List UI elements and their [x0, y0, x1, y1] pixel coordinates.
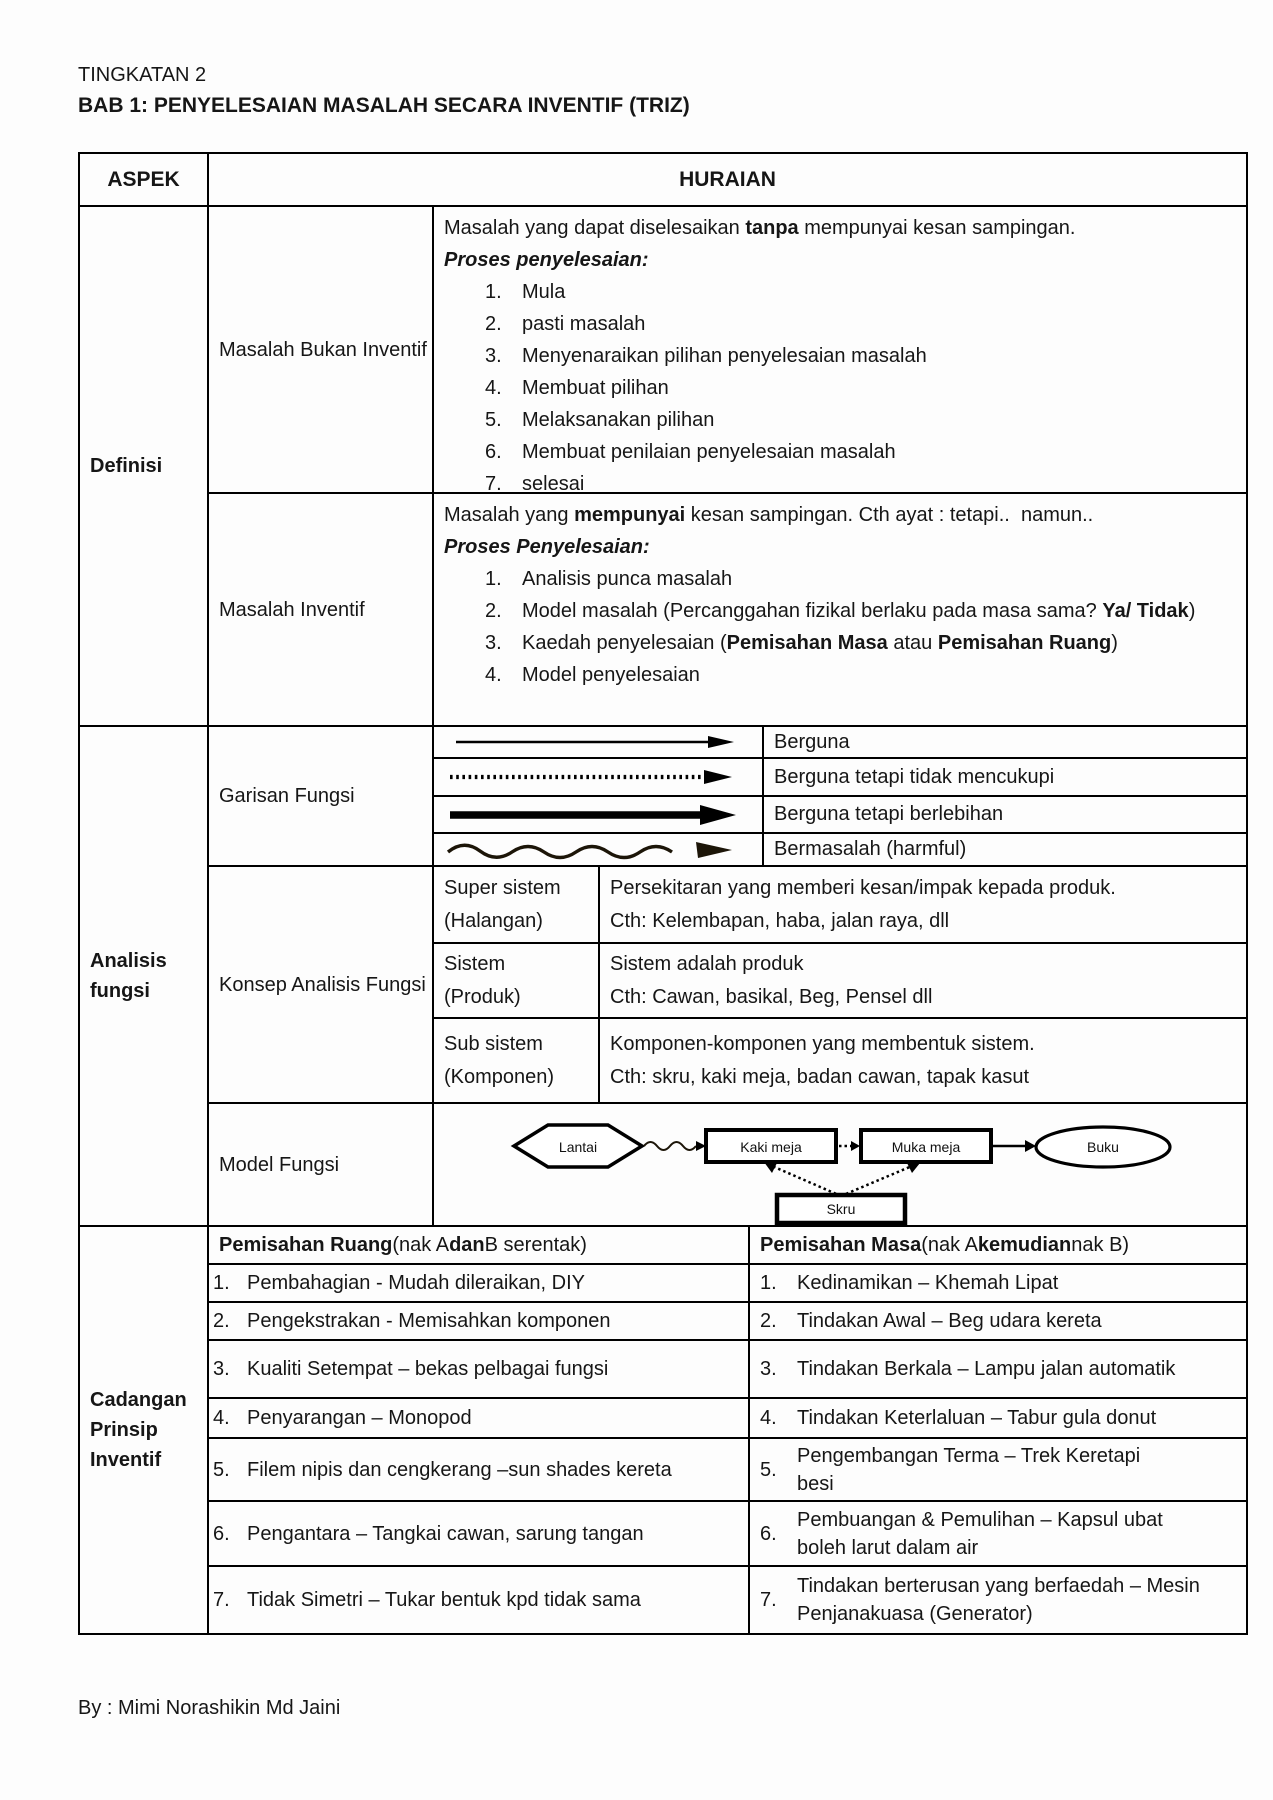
aspek-analisis-fungsi: Analisis fungsi — [78, 725, 209, 1227]
prinsip-masa-row: 7. Tindakan berterusan yang berfaedah – Mesin Penjanakuasa (Generator) — [748, 1565, 1248, 1635]
label-model-fungsi: Model Fungsi — [207, 1102, 434, 1227]
header-huraian: HURAIAN — [207, 152, 1248, 207]
konsep-desc: Sistem adalah produk Cth: Cawan, basikal, Beg, Pensel dll — [598, 942, 1248, 1019]
list-item: 2. Model masalah (Percanggahan fizikal berlaku pada masa sama? Ya/ Tidak) — [485, 600, 1196, 622]
garisan-desc: Bermasalah (harmful) — [762, 832, 1248, 867]
function-model-diagram — [434, 1104, 1246, 1225]
garisan-arrow-berguna — [432, 725, 764, 759]
list-item: 6. Membuat penilaian penyelesaian masalah — [485, 441, 896, 463]
aspek-definisi: Definisi — [78, 205, 209, 727]
page-subtitle: TINGKATAN 2 — [78, 64, 207, 86]
header-aspek: ASPEK — [78, 152, 209, 207]
label-masalah-bukan-inventif: Masalah Bukan Inventif — [207, 205, 434, 494]
mi-intro: Masalah yang mempunyai kesan sampingan. Cth ayat : tetapi.. namun.. — [444, 504, 1094, 526]
prinsip-ruang-row: 6. Pengantara – Tangkai cawan, sarung tangan — [207, 1500, 750, 1567]
konsep-desc: Komponen-komponen yang membentuk sistem. Cth: skru, kaki meja, badan cawan, tapak kasut — [598, 1017, 1248, 1104]
list-item: 3. Menyenaraikan pilihan penyelesaian masalah — [485, 345, 927, 367]
prinsip-masa-row: 5. Pengembangan Terma – Trek Keretapi besi — [748, 1437, 1248, 1502]
list-item: 3. Kaedah penyelesaian (Pemisahan Masa atau Pemisahan Ruang) — [485, 632, 1118, 654]
prinsip-ruang-row: 4. Penyarangan – Monopod — [207, 1397, 750, 1439]
prinsip-masa-row: 6. Pembuangan & Pemulihan – Kapsul ubat boleh larut dalam air — [748, 1500, 1248, 1567]
prinsip-ruang-row: 3. Kualiti Setempat – bekas pelbagai fungsi — [207, 1339, 750, 1399]
list-item: 4. Model penyelesaian — [485, 664, 700, 686]
prinsip-ruang-row: 7. Tidak Simetri – Tukar bentuk kpd tidak sama — [207, 1565, 750, 1635]
label-masalah-inventif: Masalah Inventif — [207, 492, 434, 727]
list-item: 4. Membuat pilihan — [485, 377, 669, 399]
node-muka-meja: Muka meja — [891, 1139, 961, 1155]
prinsip-ruang-row: 5. Filem nipis dan cengkerang –sun shades kereta — [207, 1437, 750, 1502]
garisan-arrow-bermasalah — [432, 832, 764, 867]
wavy-connector — [644, 1142, 696, 1150]
list-item: 5. Melaksanakan pilihan — [485, 409, 715, 431]
node-skru: Skru — [826, 1201, 856, 1217]
label-konsep-analisis-fungsi: Konsep Analisis Fungsi — [207, 865, 434, 1104]
garisan-desc: Berguna tetapi tidak mencukupi — [762, 757, 1248, 797]
garisan-desc: Berguna — [762, 725, 1248, 759]
page-title: BAB 1: PENYELESAIAN MASALAH SECARA INVENTIF (TRIZ) — [78, 94, 690, 117]
list-item: 2. pasti masalah — [485, 313, 646, 335]
mbi-proses-heading: Proses penyelesaian: — [444, 249, 649, 271]
header-pemisahan-ruang: Pemisahan Ruang (nak A dan B serentak) — [207, 1225, 750, 1265]
mi-proses-heading: Proses Penyelesaian: — [444, 536, 650, 558]
garisan-desc: Berguna tetapi berlebihan — [762, 795, 1248, 834]
content-masalah-bukan-inventif — [432, 205, 1248, 494]
konsep-desc: Persekitaran yang memberi kesan/impak kepada produk. Cth: Kelembapan, haba, jalan raya, dll — [598, 865, 1248, 944]
author-credit: By : Mimi Norashikin Md Jaini — [78, 1697, 341, 1719]
konsep-term: Super sistem (Halangan) — [432, 865, 600, 944]
konsep-term: Sistem (Produk) — [432, 942, 600, 1019]
solid-thin-arrow-icon — [444, 730, 740, 754]
list-item: 1. Mula — [485, 281, 566, 303]
prinsip-masa-row: 2. Tindakan Awal – Beg udara kereta — [748, 1301, 1248, 1341]
content-masalah-inventif — [432, 492, 1248, 727]
node-kaki-meja: Kaki meja — [740, 1139, 802, 1155]
node-lantai: Lantai — [558, 1139, 598, 1155]
aspek-cadangan-prinsip: Cadangan Prinsip Inventif — [78, 1225, 209, 1635]
konsep-term: Sub sistem (Komponen) — [432, 1017, 600, 1104]
dotted-arrow-icon — [444, 765, 740, 789]
prinsip-masa-row: 4. Tindakan Keterlaluan – Tabur gula donut — [748, 1397, 1248, 1439]
node-buku: Buku — [1087, 1139, 1119, 1155]
prinsip-ruang-row: 2. Pengekstrakan - Memisahkan komponen — [207, 1301, 750, 1341]
model-fungsi-diagram — [432, 1102, 1248, 1227]
list-item: 7. selesai — [485, 473, 585, 495]
prinsip-ruang-row: 1. Pembahagian - Mudah dileraikan, DIY — [207, 1263, 750, 1303]
prinsip-masa-row: 1. Kedinamikan – Khemah Lipat — [748, 1263, 1248, 1303]
list-item: 1. Analisis punca masalah — [485, 568, 733, 590]
mbi-intro: Masalah yang dapat diselesaikan tanpa mempunyai kesan sampingan. — [444, 217, 1076, 239]
wavy-arrow-icon — [444, 837, 740, 863]
prinsip-masa-row: 3. Tindakan Berkala – Lampu jalan automatik — [748, 1339, 1248, 1399]
garisan-arrow-tidak-mencukupi — [432, 757, 764, 797]
label-garisan-fungsi: Garisan Fungsi — [207, 725, 434, 867]
garisan-arrow-berlebihan — [432, 795, 764, 834]
solid-thick-arrow-icon — [444, 803, 740, 827]
header-pemisahan-masa: Pemisahan Masa (nak A kemudian nak B) — [748, 1225, 1248, 1265]
